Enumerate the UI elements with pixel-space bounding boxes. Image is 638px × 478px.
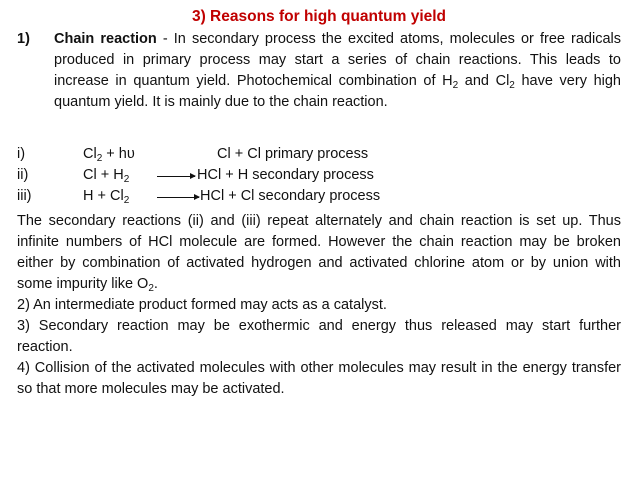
reaction-products: HCl + Cl secondary process [200,188,381,204]
point-1-heading: Chain reaction [54,31,157,47]
reaction-label: iii) [17,188,32,204]
point-1-text-a: - In secondary process the excited atoms, molecules or free radicals produced in primary process may start a series of chain reactions. This leads to increase in quantum yield. Photochemical combination of H [54,31,621,89]
reaction-reactants: $H + Cl_2$ [83,188,130,206]
subscript: 2 [148,283,154,294]
point-2: 2) An intermediate product formed may acts as a catalyst. [17,297,387,313]
point-1-text-b: and Cl [458,73,510,89]
reaction-reactants: $Cl_2 + h\upsilon$ [83,146,135,164]
point-3: 3) Secondary reaction may be exothermic and energy thus released may start further reaction. [17,318,621,355]
point-4: 4) Collision of the activated molecules with other molecules may result in the energy transfer so that more molecules may be activated. [17,360,621,397]
explanation-body [17,211,621,400]
reaction-products: Cl + Cl primary process [217,146,369,162]
reaction-reactants: $Cl + H_2$ [83,167,130,185]
point-1-text [54,29,621,113]
reaction-label: i) [17,146,26,162]
point-1-number: 1) [17,31,30,47]
reaction-products: HCl + H secondary process [197,167,374,183]
reaction-label: ii) [17,167,29,183]
section-title: 3) Reasons for high quantum yield [191,8,447,25]
secondary-reactions-paragraph: The secondary reactions (ii) and (iii) repeat alternately and chain reaction is set up. Thus infinite numbers of HCl molecule are formed. However the chain reaction may be broken either by combination of activated hydrogen and activated chlorine atom or by union with some impurity like $O_2$. [17,213,621,294]
reaction-arrow-icon [157,197,199,198]
point-1-text-c: have very high quantum yield. It is mainly due to the chain reaction. [54,73,621,110]
subscript: 2 [509,80,515,91]
reaction-arrow-icon [157,176,195,177]
point-1 [17,29,621,113]
subscript: 2 [452,80,459,91]
